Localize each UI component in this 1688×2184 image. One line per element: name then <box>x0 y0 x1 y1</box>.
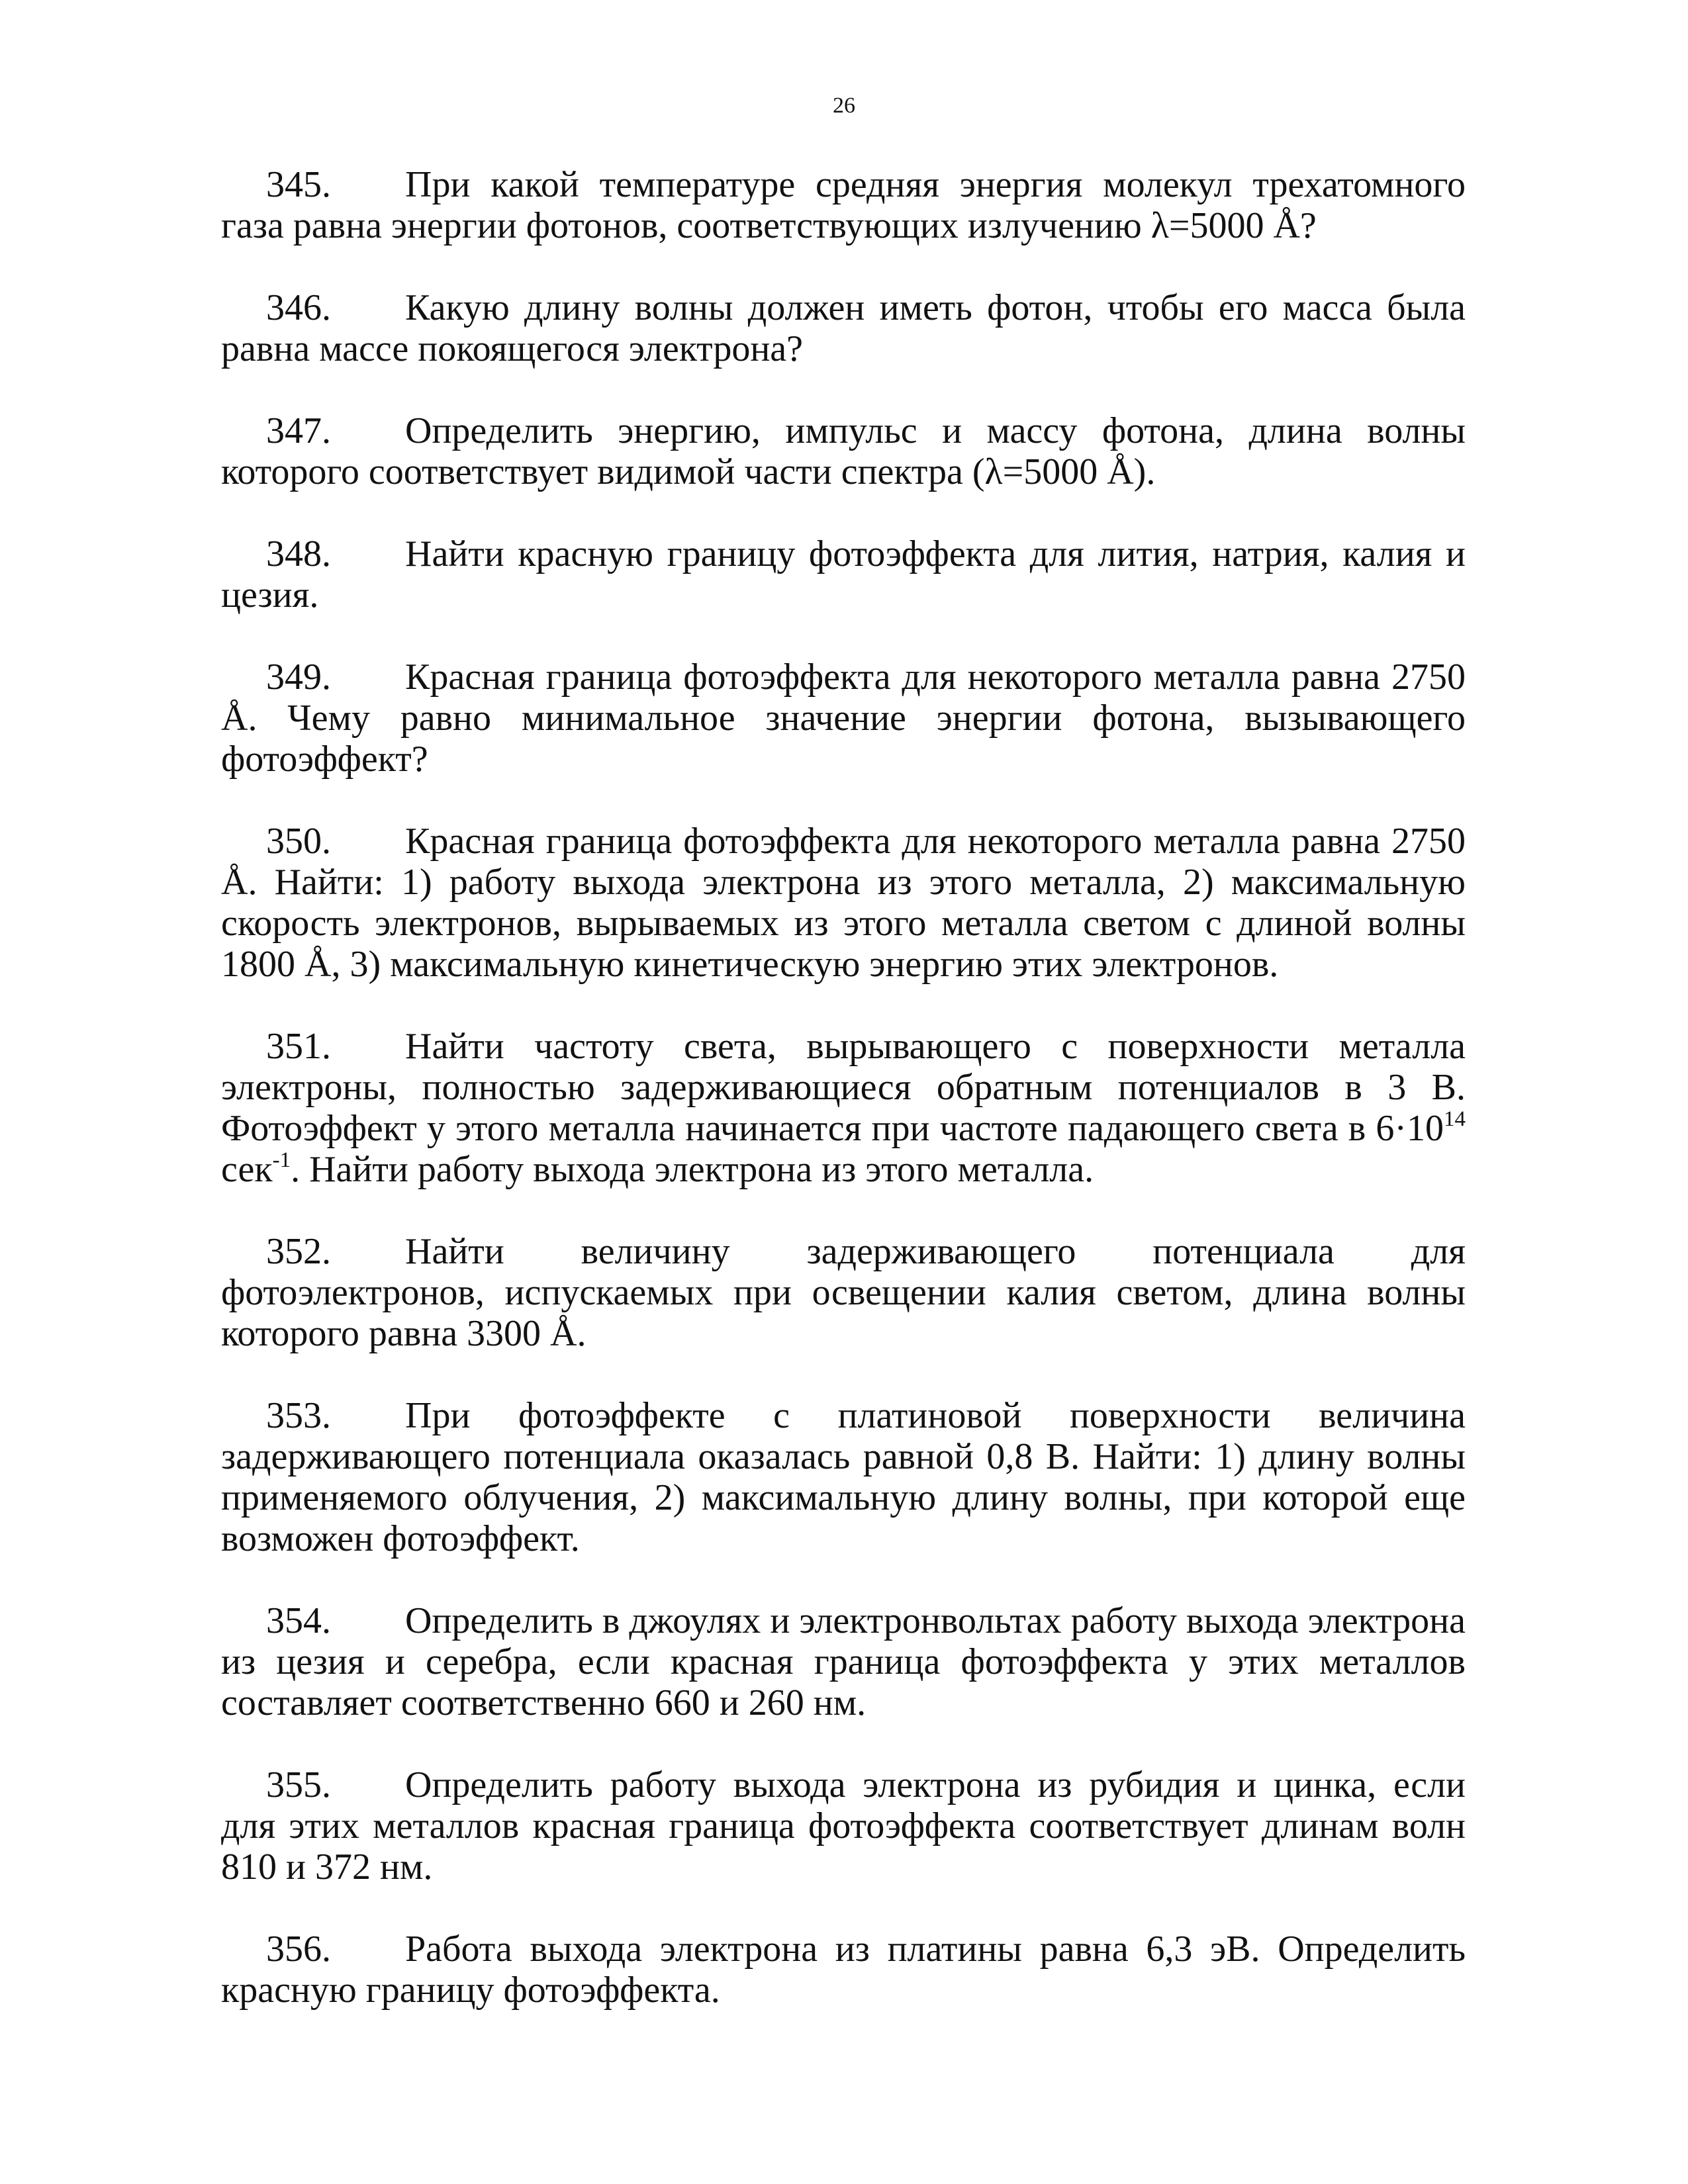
exponent: 14 <box>1444 1107 1466 1131</box>
problem-number: 345. <box>266 164 331 205</box>
problem-347 <box>221 410 1466 492</box>
problem-text-part: Найти частоту света, вырывающего с поверхности металла электроны, полностью задерживающиеся обратным потенциалов в 3 В. Фотоэффект у этого металла начинается при частоте падающего света в 6·10 <box>221 1026 1466 1149</box>
problem-text-part: сек <box>221 1149 273 1190</box>
problem-355 <box>221 1764 1466 1888</box>
problem-text: Найти красную границу фотоэффекта для лития, натрия, калия и цезия. <box>221 533 1466 615</box>
problem-text: Определить энергию, импульс и массу фотона, длина волны которого соответствует видимой части спектра (λ=5000 Å). <box>221 410 1466 492</box>
problem-349 <box>221 657 1466 780</box>
problem-346 <box>221 287 1466 369</box>
problem-number: 351. <box>266 1026 331 1067</box>
problem-text-part: . Найти работу выхода электрона из этого металла. <box>291 1149 1094 1190</box>
problem-354 <box>221 1600 1466 1723</box>
problem-number: 347. <box>266 410 331 451</box>
problem-number: 352. <box>266 1231 331 1272</box>
problem-list <box>221 164 1466 2052</box>
problem-number: 353. <box>266 1395 331 1436</box>
problem-number: 350. <box>266 821 331 862</box>
problem-number: 349. <box>266 657 331 698</box>
exponent: -1 <box>272 1148 291 1172</box>
problem-text: Определить в джоулях и электронвольтах работу выхода электрона из цезия и серебра, если красная граница фотоэффекта у этих металлов составляет соответственно 660 и 260 нм. <box>221 1600 1466 1723</box>
problem-text: Работа выхода электрона из платины равна 6,3 эВ. Определить красную границу фотоэффекта. <box>221 1929 1466 2011</box>
problem-348 <box>221 533 1466 615</box>
problem-number: 354. <box>266 1600 331 1641</box>
page-number: 26 <box>833 93 855 118</box>
problem-text: Красная граница фотоэффекта для некоторого металла равна 2750 Å. Чему равно минимальное значение энергии фотона, вызывающего фотоэффект? <box>221 657 1466 780</box>
problem-text: Определить работу выхода электрона из рубидия и цинка, если для этих металлов красная граница фотоэффекта соответствует длинам волн 810 и 372 нм. <box>221 1764 1466 1888</box>
problem-351 <box>221 1026 1466 1190</box>
problem-352 <box>221 1231 1466 1354</box>
problem-number: 355. <box>266 1764 331 1805</box>
problem-350 <box>221 821 1466 985</box>
problem-345 <box>221 164 1466 246</box>
problem-text: При фотоэффекте с платиновой поверхности величина задерживающего потенциала оказалась равной 0,8 В. Найти: 1) длину волны применяемого облучения, 2) максимальную длину волны, при которой еще возможен фотоэффект. <box>221 1395 1466 1559</box>
problem-number: 346. <box>266 287 331 328</box>
problem-356 <box>221 1929 1466 2011</box>
problem-text: Красная граница фотоэффекта для некоторого металла равна 2750 Å. Найти: 1) работу выхода электрона из этого металла, 2) максимальную скорость электронов, вырываемых из этого металла светом с длиной волны 1800 Å, 3) максимальную кинетическую энергию этих электронов. <box>221 821 1466 985</box>
problem-text: Найти величину задерживающего потенциала для фотоэлектронов, испускаемых при освещении калия светом, длина волны которого равна 3300 Å. <box>221 1231 1466 1354</box>
problem-353 <box>221 1395 1466 1559</box>
problem-text: При какой температуре средняя энергия молекул трехатомного газа равна энергии фотонов, соответствующих излучению λ=5000 Å? <box>221 164 1466 246</box>
problem-number: 356. <box>266 1929 331 1970</box>
problem-number: 348. <box>266 533 331 574</box>
problem-text: Какую длину волны должен иметь фотон, чтобы его масса была равна массе покоящегося электрона? <box>221 287 1466 369</box>
